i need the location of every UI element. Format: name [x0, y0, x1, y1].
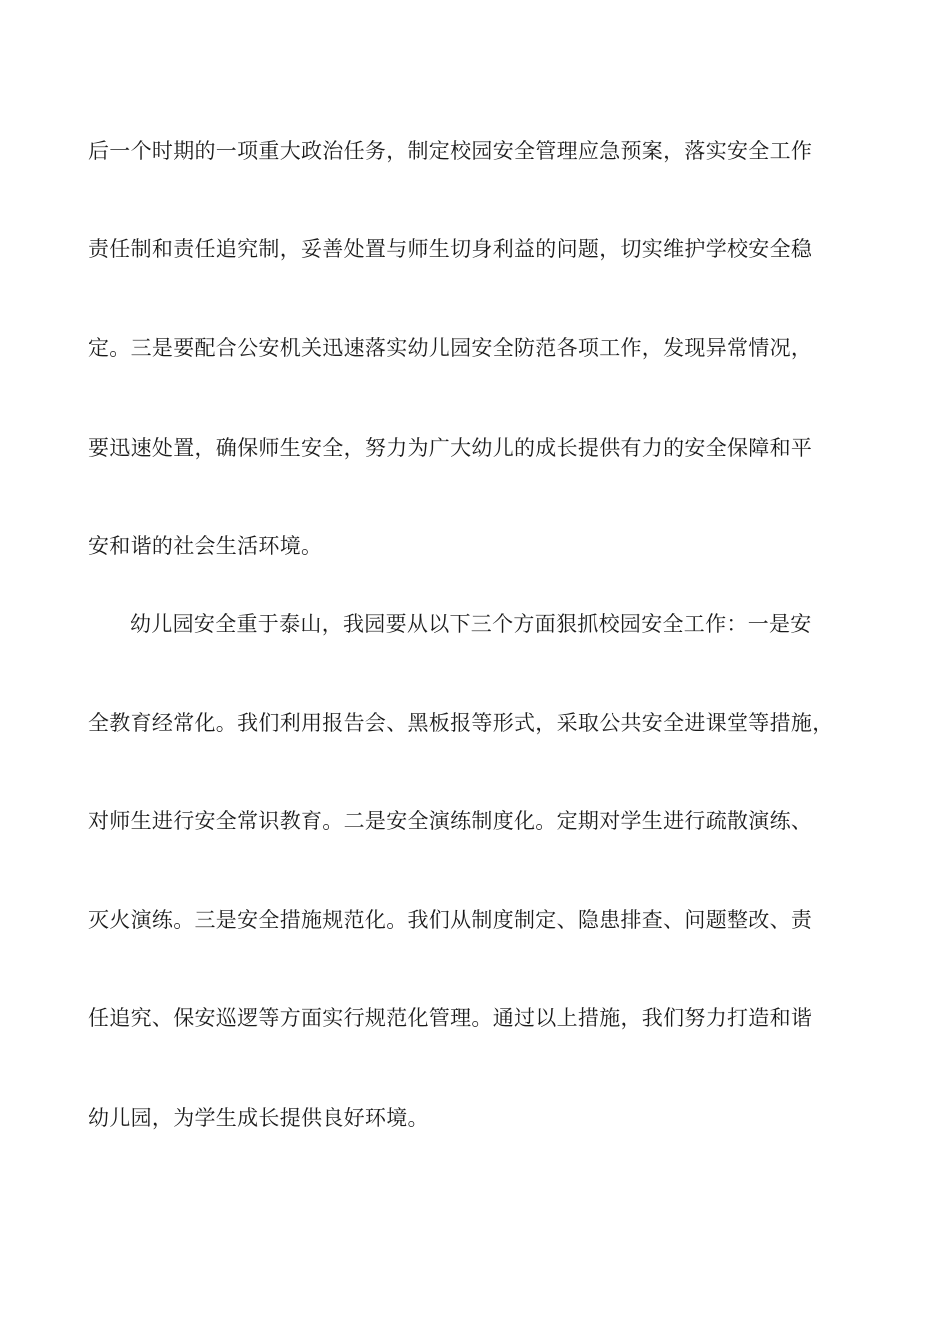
- paragraph-1-line-3: 定。三是要配合公安机关迅速落实幼儿园安全防范各项工作，发现异常情况，: [88, 336, 813, 360]
- paragraph-2-line-1: 幼儿园安全重于泰山，我园要从以下三个方面狠抓校园安全工作：一是安: [130, 612, 812, 636]
- paragraph-2-line-6: 幼儿园，为学生成长提供良好环境。: [88, 1106, 429, 1130]
- paragraph-2-line-2: 全教育经常化。我们利用报告会、黑板报等形式，采取公共安全进课堂等措施，: [88, 711, 834, 735]
- paragraph-2-line-5: 任追究、保安巡逻等方面实行规范化管理。通过以上措施，我们努力打造和谐: [88, 1006, 813, 1030]
- paragraph-1-line-2: 责任制和责任追究制，妥善处置与师生切身利益的问题，切实维护学校安全稳: [88, 237, 813, 261]
- paragraph-1-line-1: 后一个时期的一项重大政治任务，制定校园安全管理应急预案，落实安全工作: [88, 139, 813, 163]
- paragraph-1-line-4: 要迅速处置，确保师生安全，努力为广大幼儿的成长提供有力的安全保障和平: [88, 436, 813, 460]
- paragraph-1-line-5: 安和谐的社会生活环境。: [88, 534, 323, 558]
- paragraph-2-line-4: 灭火演练。三是安全措施规范化。我们从制度制定、隐患排查、问题整改、责: [88, 908, 813, 932]
- paragraph-2-line-3: 对师生进行安全常识教育。二是安全演练制度化。定期对学生进行疏散演练、: [88, 809, 813, 833]
